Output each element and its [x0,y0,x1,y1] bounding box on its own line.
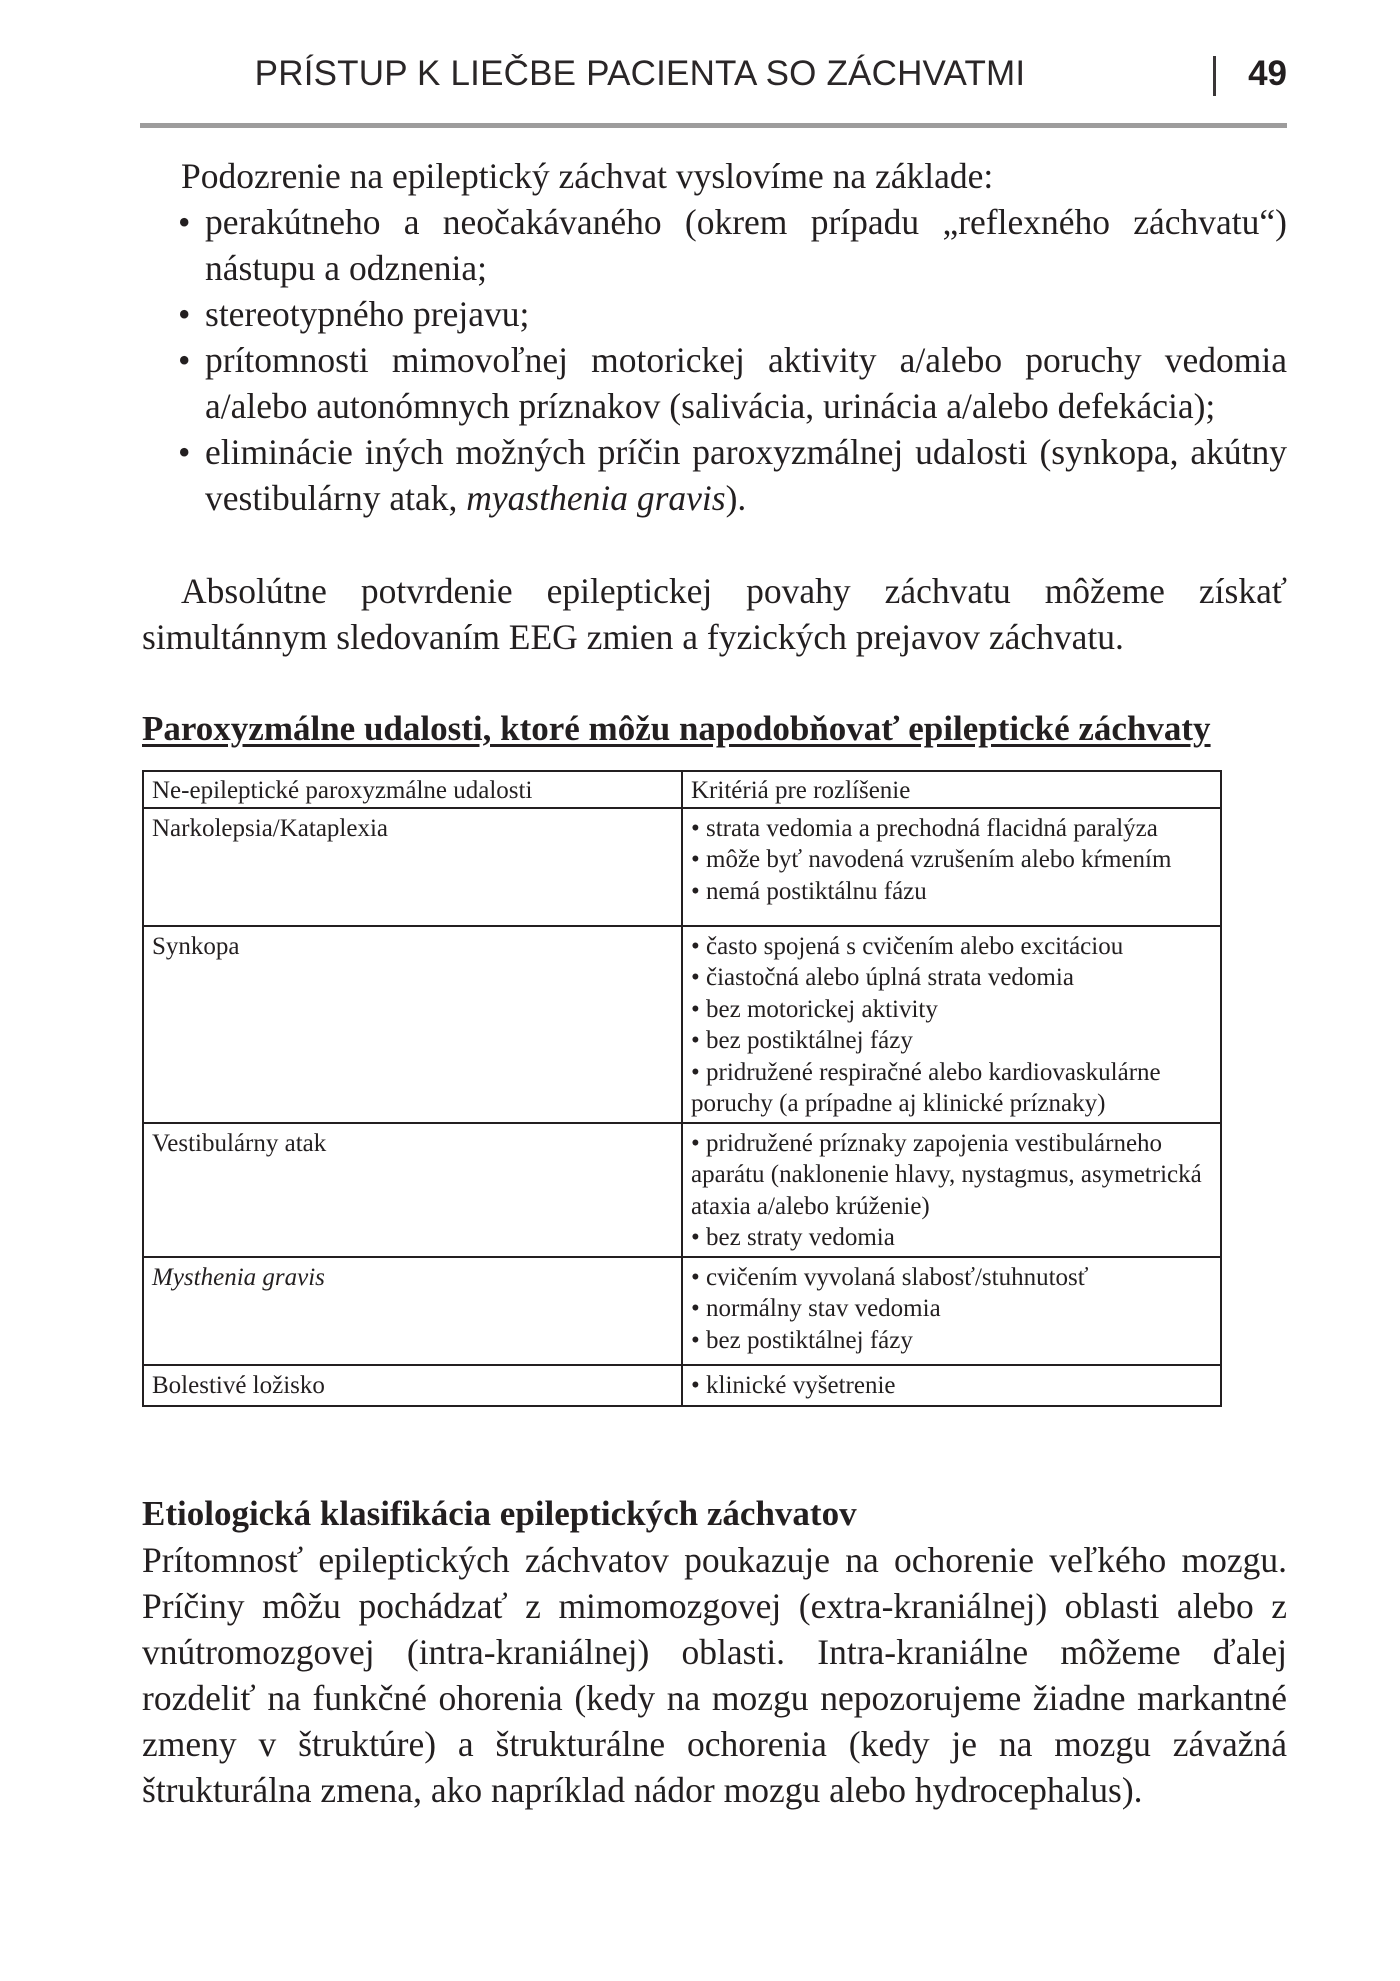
bullet-text-end: ). [725,478,747,518]
section-paragraph: Prítomnosť epileptických záchvatov poukazuje na ochorenie veľkého mozgu. Príčiny môžu pochádzať z mimomozgovej (extra-kraniálnej) oblasti alebo z vnútromozgovej (intra-kraniálnej) oblasti. Intra-kraniálne môžeme ďalej rozdeliť na funkčné ohorenia (kedy na mozgu nepozorujeme žiadne markantné zmeny v štruktúre) a štrukturálne ochorenia (kedy je na mozgu závažná štrukturálna zmena, ako napríklad nádor mozgu alebo hydrocephalus). [142,1540,1287,1810]
bullet-text: stereotypného prejavu; [205,294,530,334]
event-name: Bolestivé ložisko [152,1371,325,1399]
criteria-item: • cvičením vyvolaná slabosť/stuhnutosť [691,1263,1089,1291]
intro-lead: Podozrenie na epileptický záchvat vyslovíme na základe: [181,156,994,196]
column-header-criteria: Kritériá pre rozlíšenie [682,771,1221,808]
criteria-item: • bez postiktálnej fázy [691,1027,913,1054]
criteria-item: • môže byť navodená vzrušením alebo kŕmením [691,846,1172,873]
criteria-cell [682,808,1221,926]
bullet-dot: • [178,294,191,334]
table-row [143,1257,1221,1365]
event-cell [143,926,682,1123]
bullet-text: prítomnosti mimovoľnej motorickej aktivity a/alebo poruchy vedomia a/alebo autonómnych príznakov (salivácia, urinácia a/alebo defekácia); [205,340,1287,426]
event-name: Synkopa [152,932,240,960]
running-header-title: PRÍSTUP K LIEČBE PACIENTA SO ZÁCHVATMI [254,54,1026,93]
event-name: Vestibulárny atak [152,1129,327,1157]
criteria-item: • bez postiktálnej fázy [691,1326,913,1354]
criteria-item: • nemá postiktálnu fázu [691,877,927,905]
criteria-bullet-list [178,199,1287,521]
criteria-item: • čiastočná alebo úplná strata vedomia [691,964,1074,991]
table-row [143,808,1221,926]
bullet-item [178,291,1287,337]
confirmation-paragraph: Absolútne potvrdenie epileptickej povahy záchvatu môžeme získať simultánnym sledovaním EEG zmien a fyzických prejavov záchvatu. [142,571,1287,657]
criteria-item: • bez straty vedomia [691,1224,895,1251]
bullet-text-italic: myasthenia gravis [466,478,726,518]
bullet-dot: • [178,432,191,472]
criteria-cell [682,926,1221,1123]
event-cell [143,1123,682,1257]
criteria-item: • normálny stav vedomia [691,1295,941,1322]
bullet-text: perakútneho a neočakávaného (okrem prípadu „reflexného záchvatu“) nástupu a odznenia; [205,202,1287,288]
bullet-item [178,199,1287,291]
event-cell [143,808,682,926]
table-title: Paroxyzmálne udalosti, ktoré môžu napodobňovať epileptické záchvaty [142,709,1211,748]
paroxysmal-events-table [142,770,1222,1407]
criteria-cell [682,1257,1221,1365]
bullet-item [178,429,1287,521]
table-header-row [143,771,1221,808]
criteria-item: • strata vedomia a prechodná flacidná paralýza [691,814,1158,842]
running-header [140,48,1287,106]
bullet-dot: • [178,202,191,242]
bullet-item [178,337,1287,429]
criteria-item: • klinické vyšetrenie [691,1371,896,1399]
header-rule [140,123,1287,128]
event-cell [143,1257,682,1365]
criteria-item: • bez motorickej aktivity [691,995,938,1023]
table-row [143,1365,1221,1406]
section-heading: Etiologická klasifikácia epileptických záchvatov [142,1494,857,1533]
bullet-dot: • [178,340,191,380]
page-number: 49 [1248,54,1287,93]
bullet-text: eliminácie iných možných príčin paroxyzmálnej udalosti (synkopa, akútny vestibulárny atak, [205,432,1287,518]
criteria-item: • často spojená s cvičením alebo excitáciou [691,932,1124,960]
event-cell [143,1365,682,1406]
criteria-item: • pridružené respiračné alebo kardiovaskulárne poruchy (a prípadne aj klinické príznaky) [691,1058,1161,1117]
event-name: Mysthenia gravis [152,1263,325,1291]
criteria-item: • pridružené príznaky zapojenia vestibulárneho aparátu (naklonenie hlavy, nystagmus, asymetrická ataxia a/alebo krúženie) [691,1129,1202,1220]
table-row [143,1123,1221,1257]
header-separator [1213,56,1216,96]
criteria-cell [682,1123,1221,1257]
event-name: Narkolepsia/Kataplexia [152,814,389,842]
criteria-cell [682,1365,1221,1406]
column-header-events: Ne-epileptické paroxyzmálne udalosti [143,771,682,808]
table-row [143,926,1221,1123]
